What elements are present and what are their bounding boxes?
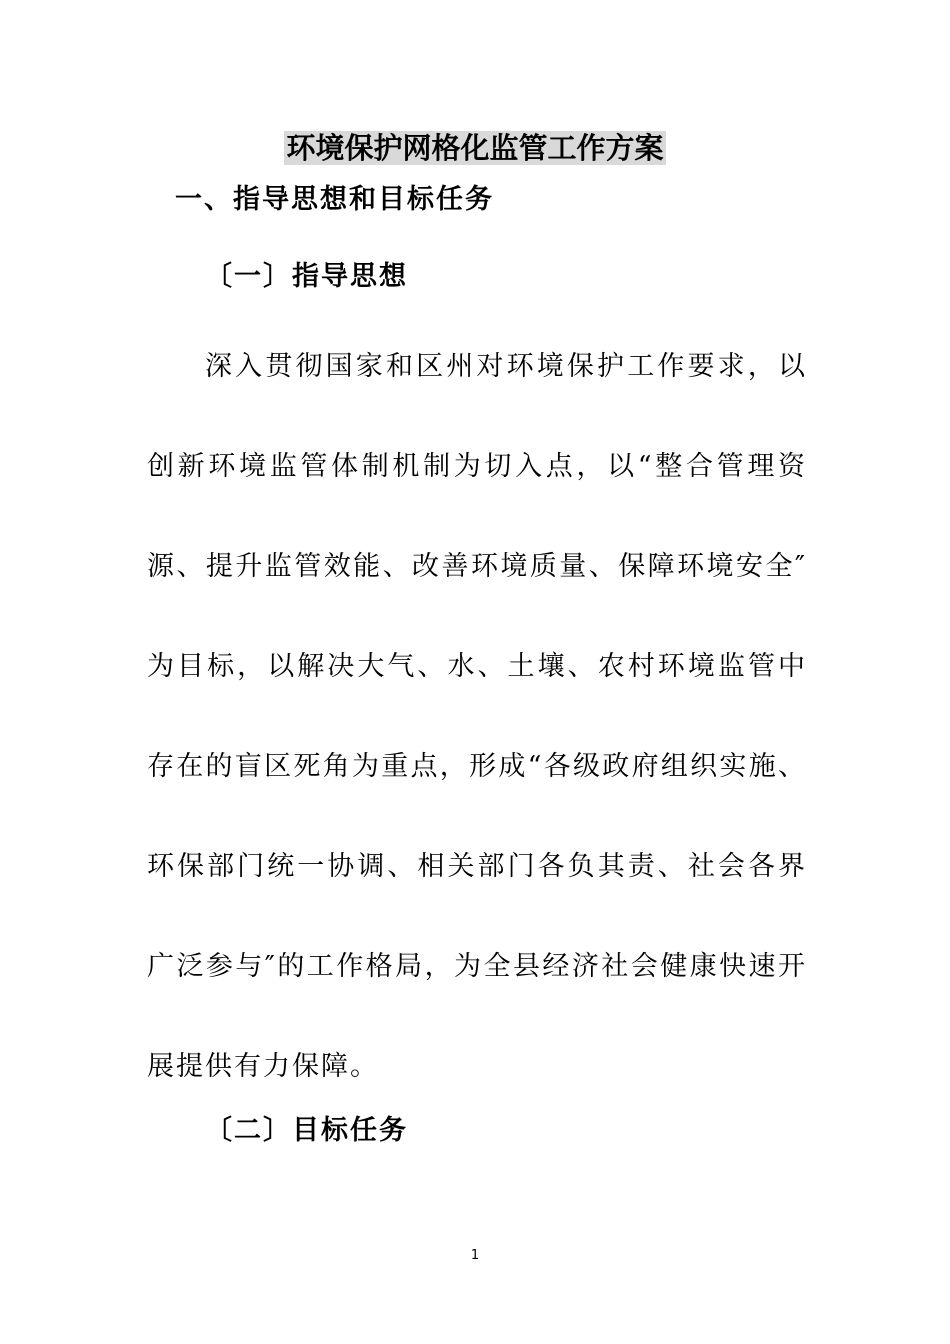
subsection-heading-goals-tasks: 〔二〕目标任务 <box>205 1115 408 1146</box>
page-number: 1 <box>470 1248 480 1263</box>
guiding-thought-paragraph: 深入贯彻国家和区州对环境保护工作要求，以创新环境监管体制机制为切入点，以“整合管理资源、提升监管效能、改善环境质量、保障环境安全″为目标，以解决大气、水、土壤、农村环境监管中存在的盲区死角为重点，形成“各级政府组织实施、环保部门统一协调、相关部门各负其责、社会各界广泛参与″的工作格局，为全县经济社会健康快速开展提供有力保障。 <box>147 351 807 1082</box>
subsection-heading-guiding-thought: 〔一〕指导思想 <box>205 261 408 292</box>
section-heading-guiding-and-goals: 一、指导思想和目标任务 <box>175 184 494 215</box>
document-title-text: 环境保护网格化监管工作方案 <box>286 131 664 165</box>
document-title <box>0 128 950 168</box>
